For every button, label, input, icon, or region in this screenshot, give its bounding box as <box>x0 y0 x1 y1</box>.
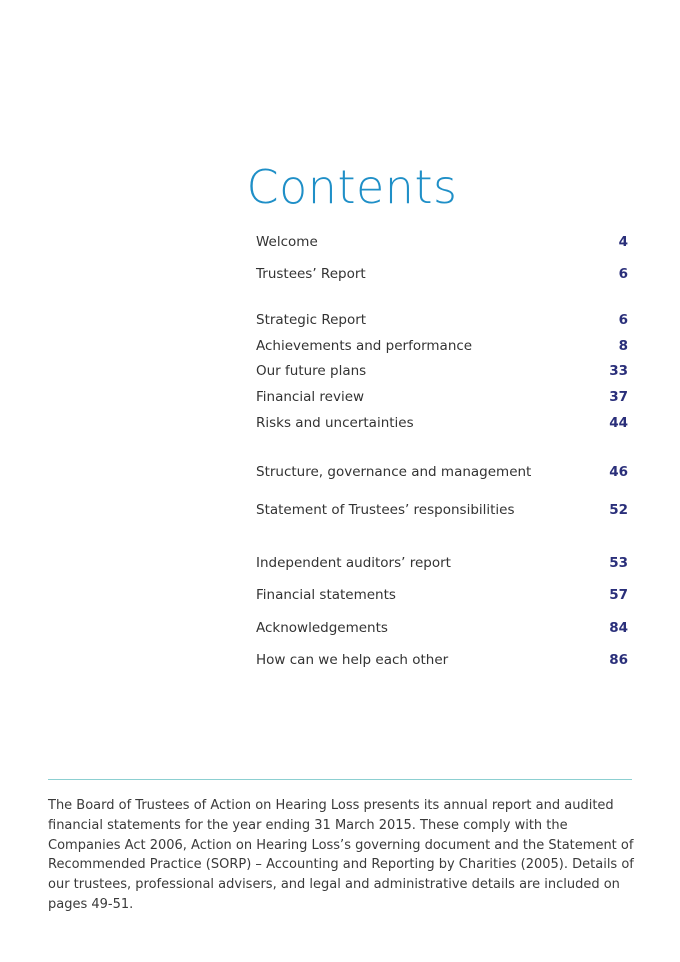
toc-item-page: 52 <box>609 502 628 518</box>
page-title: Contents <box>246 160 458 214</box>
toc-item-label: Statement of Trustees’ responsibilities <box>256 502 515 518</box>
toc-item-page: 86 <box>609 652 628 668</box>
toc-item-label: Structure, governance and management <box>256 464 532 480</box>
toc-item-label: Financial review <box>256 389 365 405</box>
toc-item-label: Welcome <box>256 234 318 250</box>
toc-item-page: 4 <box>618 234 628 250</box>
toc-item-acknowledgements[interactable] <box>256 618 628 638</box>
toc-item-financial-statements[interactable] <box>256 585 628 605</box>
toc-item-achievements[interactable] <box>256 336 628 356</box>
toc-item-trustees-report[interactable] <box>256 264 628 284</box>
toc-item-strategic-report[interactable] <box>256 310 628 330</box>
divider <box>48 779 632 780</box>
toc-item-how-can-we-help[interactable] <box>256 650 628 670</box>
toc-item-page: 33 <box>609 363 628 379</box>
toc-item-page: 84 <box>609 620 628 636</box>
toc-item-label: Risks and uncertainties <box>256 415 414 431</box>
toc-item-label: Financial statements <box>256 587 396 603</box>
toc-item-label: Strategic Report <box>256 312 367 328</box>
toc-item-structure-governance[interactable] <box>256 462 628 482</box>
toc-item-page: 44 <box>609 415 628 431</box>
toc-item-page: 6 <box>618 312 628 328</box>
toc-item-financial-review[interactable] <box>256 387 628 407</box>
toc-item-auditors-report[interactable] <box>256 553 628 573</box>
toc-item-label: Our future plans <box>256 363 367 379</box>
toc-item-page: 57 <box>609 587 628 603</box>
toc-item-page: 8 <box>618 338 628 354</box>
toc-item-future-plans[interactable] <box>256 361 628 381</box>
toc-item-trustees-responsibilities[interactable] <box>256 500 628 520</box>
toc-item-label: Trustees’ Report <box>256 266 366 282</box>
toc-item-page: 53 <box>609 555 628 571</box>
toc-item-risks[interactable] <box>256 413 628 433</box>
footer-note: The Board of Trustees of Action on Hearing Loss presents its annual report and audited financial statements for the year ending 31 March 2015. These comply with the Companies Act 2006, Action on Hearing Loss’s governing document and the Statement of Recommended Practice (SORP) – Accounting and Reporting by Charities (2005). Details of our trustees, professional advisers, and legal and administrative details are included on pages 49-51. <box>48 798 634 912</box>
toc-item-welcome[interactable] <box>256 232 628 252</box>
toc-item-label: Achievements and performance <box>256 338 473 354</box>
toc-item-label: Acknowledgements <box>256 620 388 636</box>
toc-item-label: Independent auditors’ report <box>256 555 451 571</box>
toc-item-page: 37 <box>609 389 628 405</box>
toc-item-page: 6 <box>618 266 628 282</box>
toc-item-label: How can we help each other <box>256 652 449 668</box>
toc-item-page: 46 <box>609 464 628 480</box>
